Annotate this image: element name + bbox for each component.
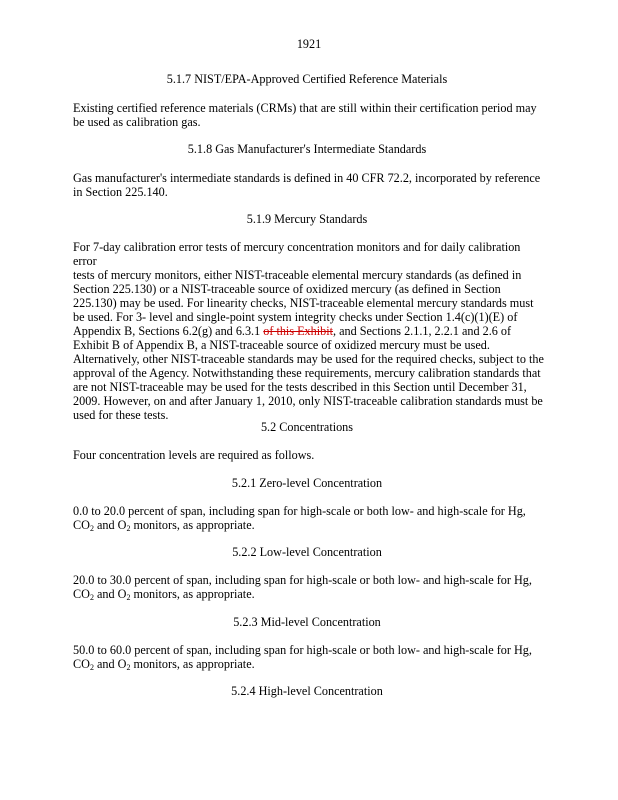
subscript: 2 [89,663,94,672]
text-span: monitors, as appropriate. [130,518,255,532]
subscript: 2 [126,593,131,602]
text-line: be used as calibration gas. [73,115,201,129]
section-heading-5-1-9: 5.1.9 Mercury Standards [246,212,368,226]
section-heading-5-1-8: 5.1.8 Gas Manufacturer's Intermediate Standards [187,142,427,156]
subscript: 2 [89,593,94,602]
struck-text: of this Exhibit [263,324,333,338]
text-span: and O [93,587,127,601]
text-line: be used. For 3- level and single-point system integrity checks under Section 1.4(c)(1)(E) of [73,310,518,324]
text-span: monitors, as appropriate. [130,657,255,671]
text-line: are not NIST-traceable may be used for the tests described in this Section until December 31, [73,380,527,394]
text-span: , and Sections 2.1.1, 2.2.1 and 2.6 of [333,324,512,338]
text-line [73,587,547,601]
section-body-5-2-2 [73,573,547,601]
section-heading-5-2-2: 5.2.2 Low-level Concentration [232,545,382,559]
text-line: 0.0 to 20.0 percent of span, including span for high-scale or both low- and high-scale for Hg, [73,504,526,518]
section-heading-5-2: 5.2 Concentrations [260,420,354,434]
text-line: 50.0 to 60.0 percent of span, including span for high-scale or both low- and high-scale for Hg, [73,643,532,657]
section-heading-5-1-7: 5.1.7 NIST/EPA-Approved Certified Reference Materials [166,72,448,86]
text-line: Gas manufacturer's intermediate standards is defined in 40 CFR 72.2, incorporated by reference [73,171,541,185]
text-line [73,657,547,671]
text-line: Four concentration levels are required as follows. [73,448,315,462]
text-line: approval of the Agency. Notwithstanding these requirements, mercury calibration standards that [73,366,541,380]
section-heading-5-2-3: 5.2.3 Mid-level Concentration [233,615,381,629]
text-line: 2009. However, on and after January 1, 2010, only NIST-traceable calibration standards must be [73,394,543,408]
text-line [73,518,547,532]
text-line: tests of mercury monitors, either NIST-traceable elemental mercury standards (as defined in [73,268,522,282]
subscript: 2 [126,663,131,672]
text-line: 225.130) may be used. For linearity checks, NIST-traceable elemental mercury standards must [73,296,534,310]
subscript: 2 [126,524,131,533]
text-span: CO [73,518,90,532]
text-line: Alternatively, other NIST-traceable standards may be used for the required checks, subject to the [73,352,544,366]
text-line: in Section 225.140. [73,185,168,199]
section-heading-5-2-1: 5.2.1 Zero-level Concentration [231,476,383,490]
section-body-5-1-8 [73,171,547,199]
text-span: and O [93,518,127,532]
page-number: 1921 [296,37,322,51]
section-heading-5-2-4: 5.2.4 High-level Concentration [231,684,383,698]
text-span: Appendix B, Sections 6.2(g) and 6.3.1 [73,324,264,338]
section-body-5-2 [73,448,547,462]
text-line: Existing certified reference materials (CRMs) that are still within their certification period may [73,101,537,115]
text-span: CO [73,587,90,601]
text-line: Exhibit B of Appendix B, a NIST-traceable source of oxidized mercury must be used. [73,338,490,352]
text-line: For 7-day calibration error tests of mercury concentration monitors and for daily calibration error [73,240,521,268]
text-line: Section 225.130) or a NIST-traceable source of oxidized mercury (as defined in Section [73,282,501,296]
section-body-5-1-9 [73,240,547,422]
text-line [73,324,547,338]
text-span: CO [73,657,90,671]
text-line: used for these tests. [73,408,169,422]
text-span: and O [93,657,127,671]
section-body-5-2-3 [73,643,547,671]
section-body-5-1-7 [73,101,547,129]
text-span: monitors, as appropriate. [130,587,255,601]
section-body-5-2-1 [73,504,547,532]
text-line: 20.0 to 30.0 percent of span, including span for high-scale or both low- and high-scale for Hg, [73,573,532,587]
subscript: 2 [89,524,94,533]
